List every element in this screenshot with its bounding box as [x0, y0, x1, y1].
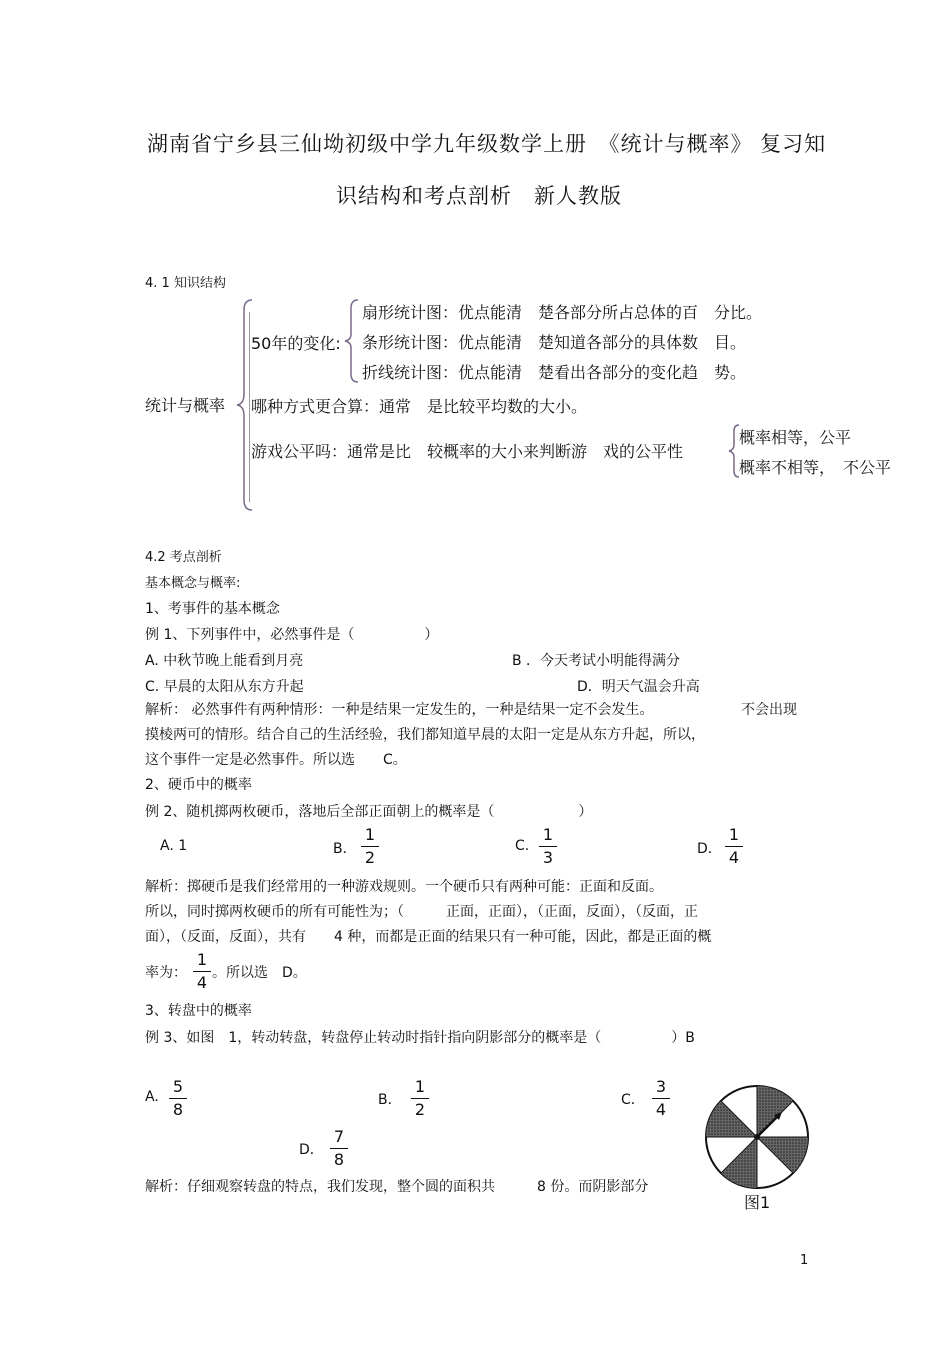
section-heading-analysis: 4.2 考点剖析 — [145, 550, 222, 565]
tree-root: 统计与概率 — [145, 396, 226, 415]
q2-option-b-label: B． — [333, 841, 357, 857]
tree-chart-line: 折线统计图：优点能清 楚看出各部分的变化趋 势。 — [362, 363, 747, 382]
tree-fair-equal: 概率相等，公平 — [739, 428, 852, 447]
tree-change-label: 50年的变化: — [251, 334, 341, 353]
section-heading-structure: 4. 1 知识结构 — [145, 276, 226, 291]
q2-option-d-label: D． — [697, 841, 722, 857]
q2-analysis-line3: 面），（反面，反面），共有 4 种，而都是正面的结果只有一种可能，因此，都是正面的概 — [145, 929, 712, 945]
q3-topic: 3、转盘中的概率 — [145, 1003, 252, 1019]
q1-option-b: B ．今天考试小明能得满分 — [512, 653, 681, 669]
section-subheading: 基本概念与概率: — [145, 576, 241, 591]
document-title-line1: 湖南省宁乡县三仙坳初级中学九年级数学上册 《统计与概率》 复习知 — [147, 132, 827, 156]
q2-analysis-line4-pre: 率为： — [145, 965, 187, 981]
q1-analysis-line3: 这个事件一定是必然事件。所以选 C。 — [145, 752, 407, 768]
tree-chart-bar: 条形统计图：优点能清 楚知道各部分的具体数 目。 — [362, 333, 747, 352]
q3-option-b-label: B． — [378, 1092, 402, 1108]
q3-option-a-label: A. — [145, 1089, 159, 1105]
tree-calc: 哪种方式更合算：通常 是比较平均数的大小。 — [251, 397, 588, 416]
q1-analysis-line2: 摸棱两可的情形。结合自己的生活经验，我们都知道早晨的太阳一定是从东方升起，所以， — [145, 727, 705, 743]
q3-option-d-label: D． — [299, 1142, 324, 1158]
q1-option-d: D．明天气温会升高 — [577, 679, 700, 695]
document-title-line2: 识结构和考点剖析 新人教版 — [336, 184, 622, 208]
q3-option-a-fraction: 5 8 — [168, 1078, 188, 1119]
q1-topic: 1、考事件的基本概念 — [145, 601, 280, 617]
q2-option-c-fraction: 1 3 — [538, 826, 558, 867]
q2-topic: 2、硬币中的概率 — [145, 777, 252, 793]
q1-option-c: C. 早晨的太阳从东方升起 — [145, 679, 304, 695]
tree-fair: 游戏公平吗：通常是比 较概率的大小来判断游 戏的公平性 — [251, 442, 684, 461]
q3-option-c-label: C． — [621, 1092, 645, 1108]
charts-brace — [344, 298, 362, 384]
spinner-figure — [702, 1082, 812, 1192]
q1-stem: 例 1、下列事件中，必然事件是（ ） — [145, 627, 439, 643]
q2-analysis-fraction: 1 4 — [192, 951, 212, 992]
q3-stem: 例 3、如图 1，转动转盘，转盘停止转动时指针指向阴影部分的概率是（ ）B — [145, 1030, 695, 1046]
q3-option-d-fraction: 7 8 — [329, 1128, 349, 1169]
q2-option-b-fraction: 1 2 — [360, 826, 380, 867]
q3-option-c-fraction: 3 4 — [651, 1078, 671, 1119]
q2-option-d-fraction: 1 4 — [724, 826, 744, 867]
tree-fair-unequal: 概率不相等， 不公平 — [739, 458, 892, 477]
q1-analysis-line1: 解析： 必然事件有两种情形：一种是结果一定发生的，一种是结果一定不会发生。 — [145, 702, 654, 718]
tree-chart-pie: 扇形统计图：优点能清 楚各部分所占总体的百 分比。 — [362, 303, 763, 322]
q2-stem: 例 2、随机掷两枚硬币，落地后全部正面朝上的概率是（ ） — [145, 804, 593, 820]
q2-option-a: A. 1 — [160, 838, 188, 854]
q2-analysis-line4-post: 。所以选 D。 — [212, 965, 307, 981]
q3-analysis: 解析：仔细观察转盘的特点，我们发现，整个圆的面积共 8 份。而阴影部分 — [145, 1179, 649, 1195]
q1-analysis-line1-tail: 不会出现 — [741, 702, 797, 718]
q2-option-c-label: C. — [515, 838, 530, 854]
page-number: 1 — [800, 1253, 809, 1268]
figure-caption: 图1 — [744, 1193, 771, 1212]
q1-option-a: A. 中秋节晚上能看到月亮 — [145, 653, 304, 669]
q2-analysis-line2: 所以，同时掷两枚硬币的所有可能性为；（ 正面，正面），（正面，反面），（反面，正 — [145, 904, 698, 920]
q3-option-b-fraction: 1 2 — [410, 1078, 430, 1119]
q2-analysis-line1: 解析：掷硬币是我们经常用的一种游戏规则。一个硬币只有两种可能：正面和反面。 — [145, 879, 663, 895]
